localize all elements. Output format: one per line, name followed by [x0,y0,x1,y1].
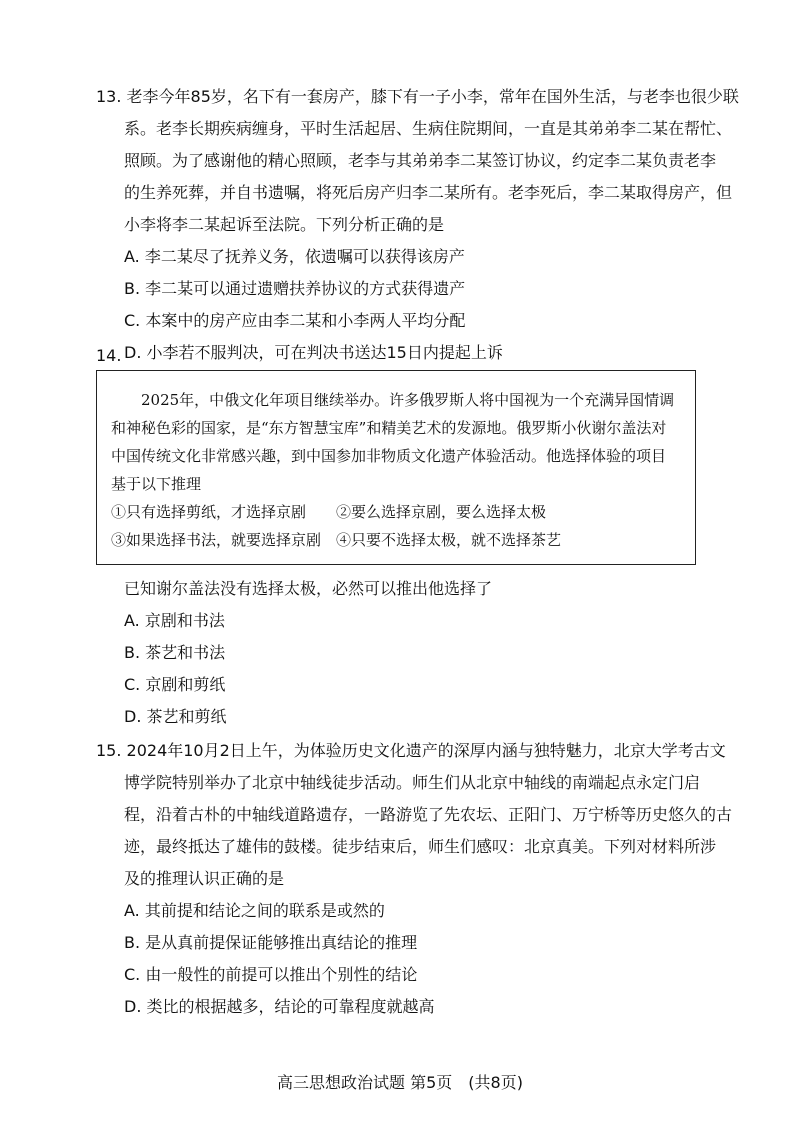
q15-option-b: B. 是从真前提保证能够推出真结论的推理 [124,933,418,952]
q14-option-b: B. 茶艺和书法 [124,643,226,662]
q13-line-1: 13. 老李今年85岁，名下有一套房产，膝下有一子小李，常年在国外生活，与老李也很少联 [96,87,739,106]
q13-line-4: 的生养死葬，并自书遗嘱，将死后房产归李二某所有。老李死后，李二某取得房产，但 [124,183,733,202]
q14-box-line-1: 2025年，中俄文化年项目继续举办。许多俄罗斯人将中国视为一个充满异国情调 [111,391,675,409]
q15-option-a: A. 其前提和结论之间的联系是或然的 [124,901,385,920]
q14-number: 14. [96,346,122,365]
q14-option-a: A. 京剧和书法 [124,611,225,630]
q14-box-line-4: 基于以下推理 [111,475,202,493]
q15-line-4: 迹，最终抵达了雄伟的鼓楼。徒步结束后，师生们感叹：北京真美。下列对材料所涉 [124,837,717,856]
q15-line-3: 程，沿着古朴的中轴线道路遗存，一路游览了先农坛、正阳门、万宁桥等历史悠久的古 [124,805,733,824]
q15-line-1: 15. 2024年10月2日上午，为体验历史文化遗产的深厚内涵与独特魅力，北京大学考古文 [96,741,726,760]
q13-line-3: 照顾。为了感谢他的精心照顾，老李与其弟弟李二某签订协议，约定李二某负责老李 [124,151,717,170]
q15-option-d: D. 类比的根据越多，结论的可靠程度就越高 [124,997,435,1016]
q13-line-5: 小李将李二某起诉至法院。下列分析正确的是 [124,215,445,234]
q14-box-line-5: ①只有选择剪纸，才选择京剧 ②要么选择京剧，要么选择太极 [111,503,547,521]
q13-line-2: 系。老李长期疾病缠身，平时生活起居、生病住院期间，一直是其弟弟李二某在帮忙、 [124,119,733,138]
q14-material-box [96,370,696,565]
q15-line-2: 博学院特别举办了北京中轴线徒步活动。师生们从北京中轴线的南端起点永定门启 [124,773,701,792]
q14-box-line-6: ③如果选择书法，就要选择京剧 ④只要不选择太极，就不选择茶艺 [111,531,562,549]
q15-line-5: 及的推理认识正确的是 [124,869,285,888]
q14-option-c: C. 京剧和剪纸 [124,675,226,694]
q13-option-a: A. 李二某尽了抚养义务，依遗嘱可以获得该房产 [124,247,465,266]
q13-option-c: C. 本案中的房产应由李二某和小李两人平均分配 [124,311,466,330]
q13-option-b: B. 李二某可以通过遗赠扶养协议的方式获得遗产 [124,279,466,298]
q14-stem: 已知谢尔盖法没有选择太极，必然可以推出他选择了 [124,579,493,598]
q13-option-d: D. 小李若不服判决，可在判决书送达15日内提起上诉 [124,343,503,362]
page-footer: 高三思想政治试题 第5页 (共8页) [277,1073,523,1092]
q15-option-c: C. 由一般性的前提可以推出个别性的结论 [124,965,418,984]
q14-option-d: D. 茶艺和剪纸 [124,707,227,726]
q14-box-line-2: 和神秘色彩的国家，是“东方智慧宝库”和精美艺术的发源地。俄罗斯小伙谢尔盖法对 [111,419,667,437]
q14-box-line-3: 中国传统文化非常感兴趣，到中国参加非物质文化遗产体验活动。他选择体验的项目 [111,447,667,465]
